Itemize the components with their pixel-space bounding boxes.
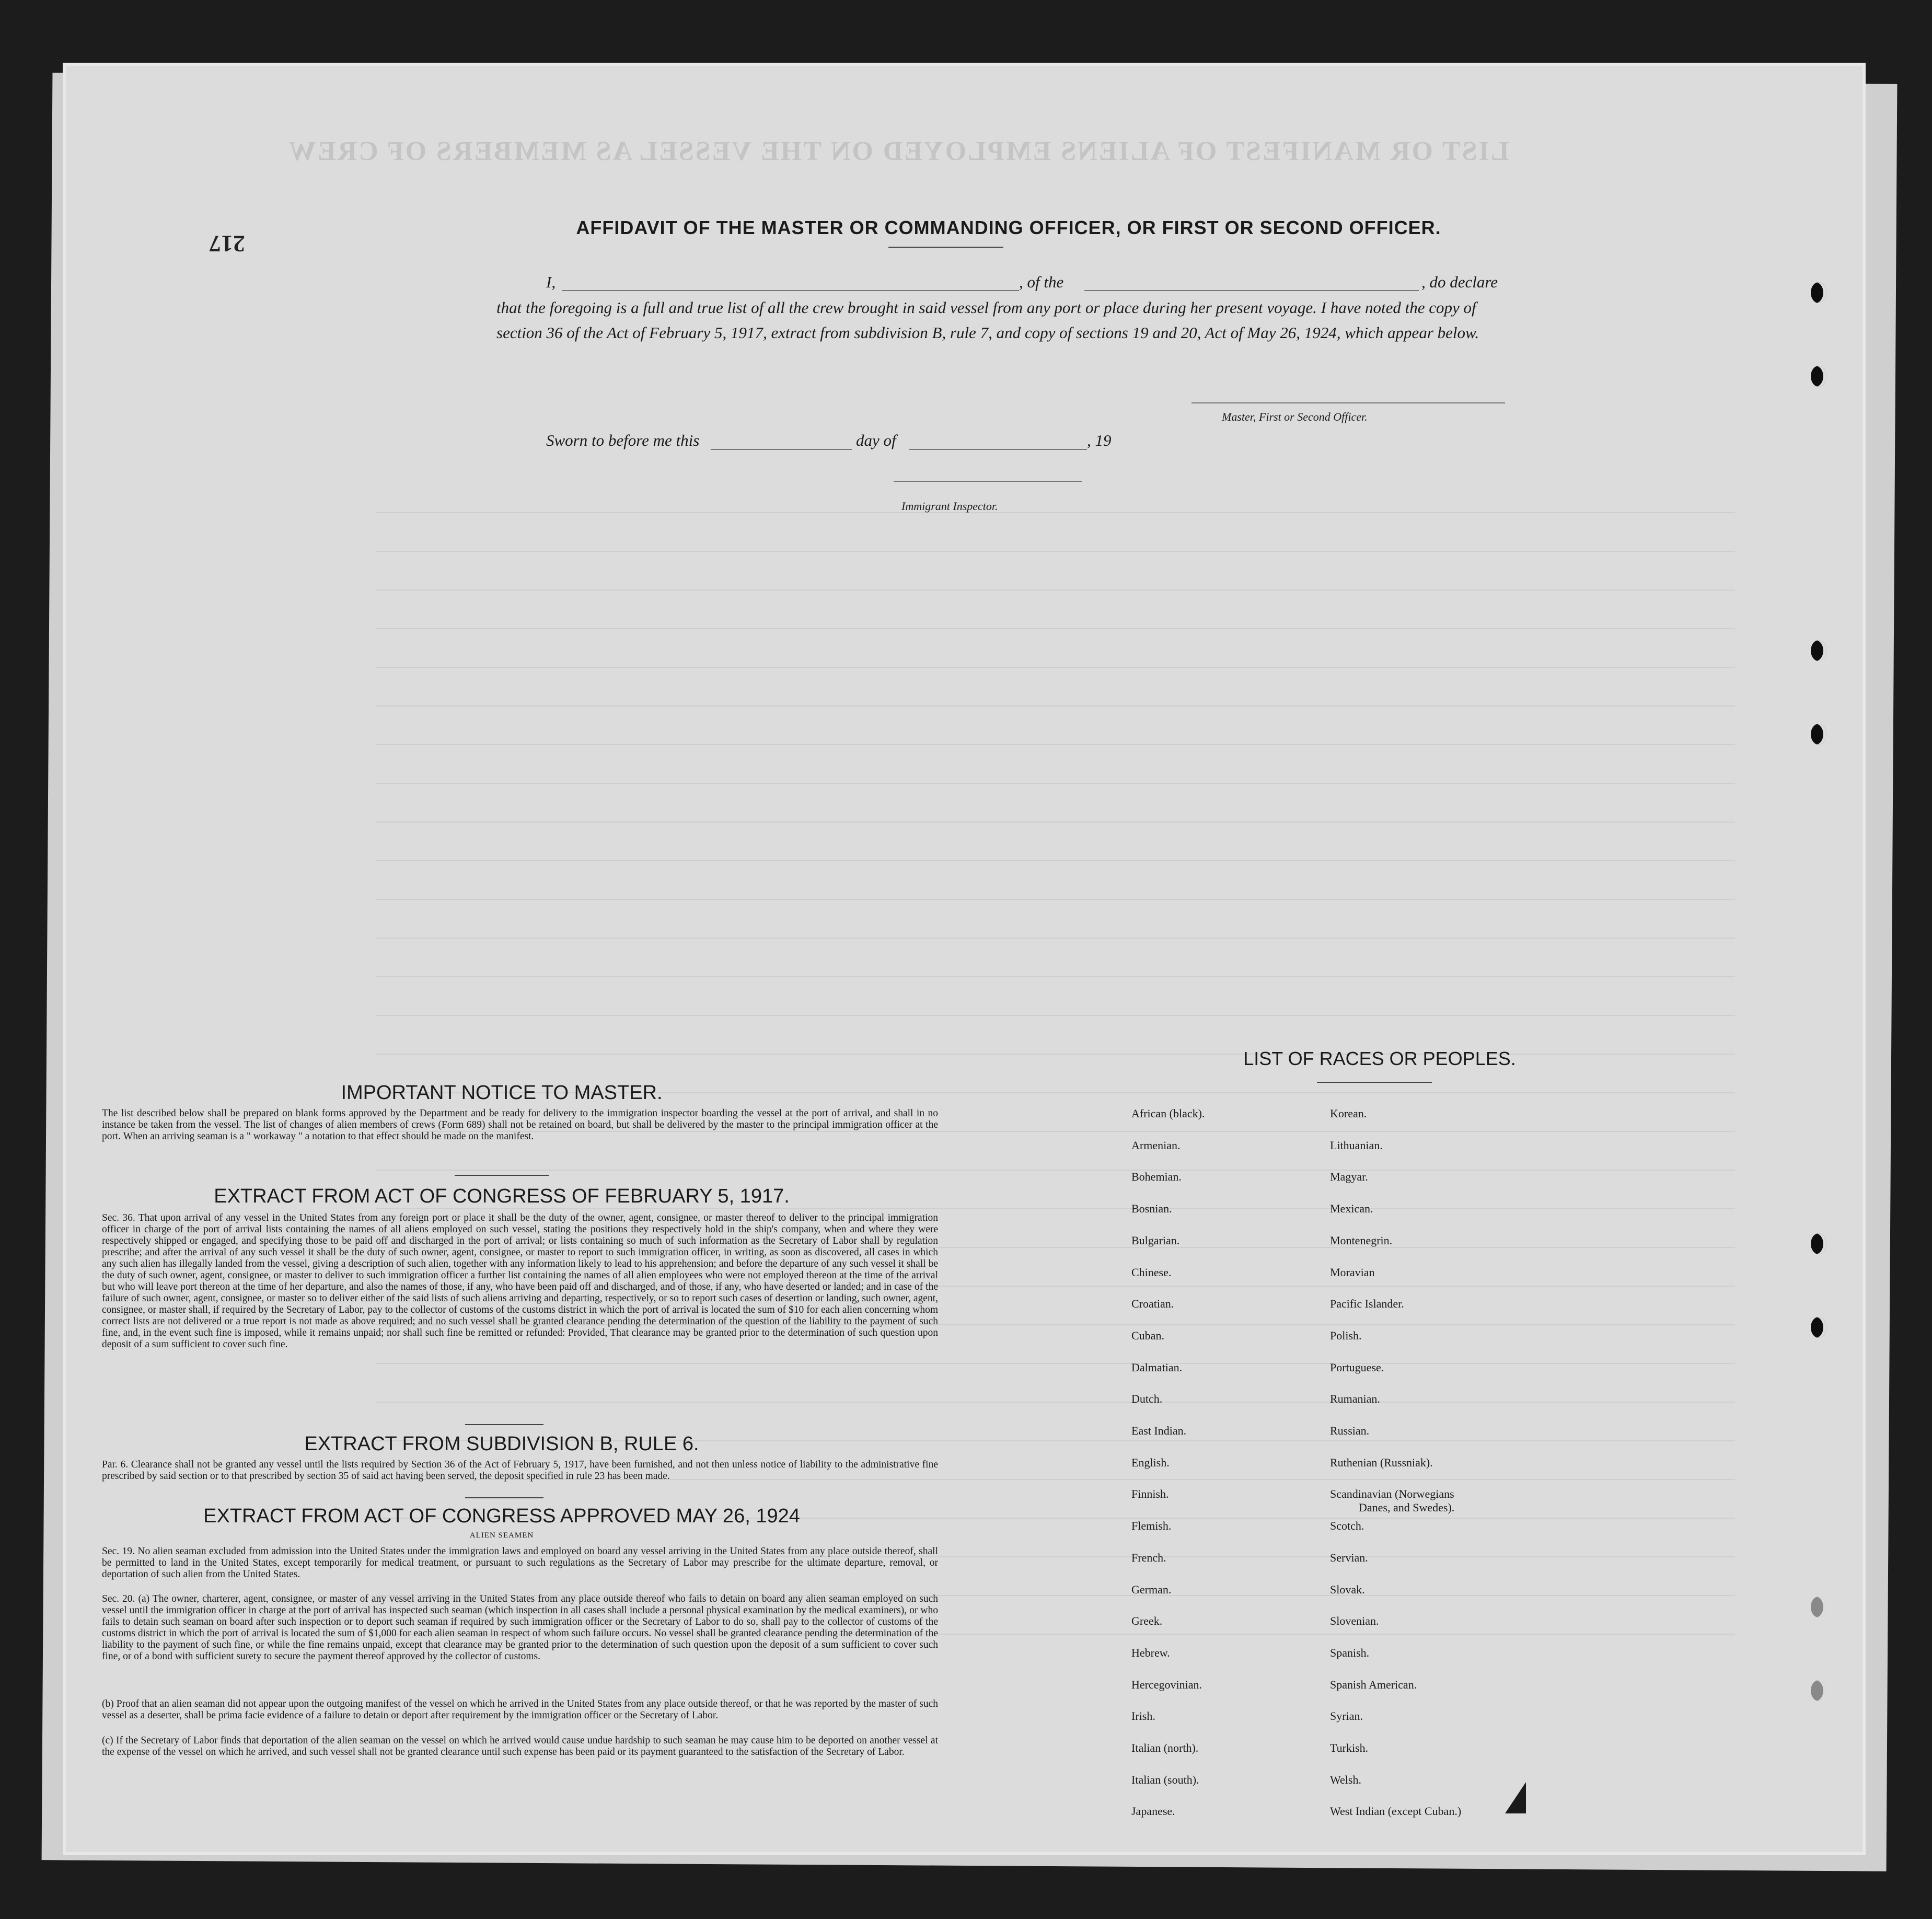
extract-rule-title: EXTRACT FROM SUBDIVISION B, RULE 6. bbox=[304, 1433, 699, 1455]
race-item: Welsh. bbox=[1330, 1773, 1361, 1786]
extract-1924-sec20a: Sec. 20. (a) The owner, charterer, agent, consignee, or master of any vessel arriving in the United States from any place outside thereof who fails to detain on board any alien seaman employed on such vessel until the immigration officer in charge at the port of arrival has inspected such seaman (which inspection in all cases shall include a personal physical examination by the medical examiners), or who fails to detain such seaman on board after such inspection or to deport such seaman if required by such immigration officer or the Secretary of Labor to do so, shall pay to the collector of customs of the customs district in which the port of arrival is located the sum of $1,000 for each alien seaman in respect of whom such failure occurs. No vessel shall be granted clearance pending the determination of the liability to the payment of such fine, or while the fine remains unpaid, except that clearance may be granted prior to the determination of such question upon the deposit of a sum sufficient to cover such fine, or of a bond with sufficient surety to secure the payment thereof approved by the collector of customs. bbox=[102, 1593, 938, 1662]
extract-1917-rule bbox=[465, 1424, 543, 1425]
extract-rule-body: Par. 6. Clearance shall not be granted any vessel until the lists required by Section 36 of the Act of February 5, 1917, have been furnished, and not then unless notice of liability to the administrative fine prescribed by said section or to that prescribed by section 35 of said act having been served, the deposit specified in rule 23 has been made. bbox=[102, 1459, 938, 1482]
name-field[interactable] bbox=[562, 290, 1019, 291]
race-item: Italian (north). bbox=[1131, 1741, 1199, 1754]
punch-hole bbox=[1811, 640, 1826, 661]
bleed-through-row bbox=[376, 1208, 1735, 1209]
extract-rule-rule bbox=[465, 1497, 543, 1498]
race-item: Korean. bbox=[1330, 1107, 1367, 1120]
bleed-through-row bbox=[376, 1170, 1735, 1171]
inspector-signature-line[interactable] bbox=[894, 481, 1082, 482]
race-item: Finnish. bbox=[1131, 1487, 1169, 1501]
race-item: Cuban. bbox=[1131, 1328, 1164, 1342]
document-page bbox=[63, 63, 1866, 1855]
extract-1924-sec20b: (b) Proof that an alien seaman did not appear upon the outgoing manifest of the vessel on which he arrived in the United States from any place outside thereof, or that he was reported by the master of such vessel as a deserter, shall be prima facie evidence of a failure to detain or deport after requirement by the immigration officer or the Secretary of Labor. bbox=[102, 1698, 938, 1721]
race-item: Armenian. bbox=[1131, 1138, 1181, 1152]
race-item: Magyar. bbox=[1330, 1170, 1368, 1184]
race-item: Chinese. bbox=[1131, 1265, 1172, 1279]
bleed-through-row bbox=[376, 899, 1735, 900]
bleed-through-row bbox=[376, 706, 1735, 707]
race-item: Russian. bbox=[1330, 1424, 1370, 1437]
punch-hole bbox=[1811, 724, 1826, 745]
tear-mark bbox=[1505, 1782, 1526, 1813]
race-item: Danes, and Swedes). bbox=[1359, 1501, 1455, 1515]
affidavit-of-the: , of the bbox=[1019, 273, 1064, 291]
bleed-through-row bbox=[376, 860, 1735, 861]
notice-title: IMPORTANT NOTICE TO MASTER. bbox=[341, 1082, 663, 1104]
signature-line[interactable] bbox=[1191, 402, 1505, 403]
race-item: West Indian (except Cuban.) bbox=[1330, 1805, 1462, 1818]
sworn-day-field[interactable] bbox=[711, 449, 852, 450]
race-item: Turkish. bbox=[1330, 1741, 1369, 1754]
race-item: English. bbox=[1131, 1455, 1170, 1469]
bleed-through-row bbox=[376, 783, 1735, 784]
extract-1917-body: Sec. 36. That upon arrival of any vessel in the United States from any foreign port or place it shall be the duty of the owner, agent, consignee, or master thereof to deliver to the principal immigration officer in charge of the port of arrival lists containing the names of all aliens employed on such vessel, stating the positions they respectively hold in the ship's company, when and where they were respectively shipped or engaged, and specifying those to be paid off and discharged in the port of arrival; or lists containing so much of such information as the Secretary of Labor shall by regulation prescribe; and after the arrival of any such vessel it shall be the duty of such owner, agent, consignee, or master to report to such immigration officer, in writing, as soon as discovered, all cases in which any such alien has illegally landed from the vessel, giving a description of such alien, together with any information likely to lead to his apprehension; and before the departure of any such vessel it shall be the duty of such owner, agent, consignee, or master to deliver to such immigration officer a further list containing the names of all alien employees who were not employed thereon at the time of the arrival but who will leave port thereon at the time of her departure, and also the names of those, if any, who have been paid off and discharged, and of those, if any, who have deserted or landed; and in case of the failure of such owner, agent, consignee, or master so to deliver either of the said lists of such aliens arriving and departing, respectively, or so to report such cases of desertion or landing, such owner, agent, consignee, or master shall, if required by the Secretary of Labor, pay to the collector of customs of the customs district in which the port of arrival is located the sum of $10 for each alien concerning whom correct lists are not delivered or a true report is not made as above required; and no such vessel shall be granted clearance pending the determination of the question of the liability to the payment of such fine, and, in the event such fine is imposed, while it remains unpaid; nor shall such fine be remitted or refunded: Provided, That clearance may be granted prior to the determination of such question upon deposit of a sum sufficient to cover such fine. bbox=[102, 1212, 938, 1350]
sworn-month-field[interactable] bbox=[909, 449, 1087, 450]
extract-1924-title: EXTRACT FROM ACT OF CONGRESS APPROVED MAY 26, 1924 bbox=[203, 1505, 800, 1527]
race-item: Pacific Islander. bbox=[1330, 1297, 1404, 1311]
race-item: Slovak. bbox=[1330, 1582, 1365, 1596]
bleed-through-row bbox=[376, 822, 1735, 823]
punch-hole bbox=[1811, 366, 1826, 387]
race-item: Mexican. bbox=[1330, 1202, 1373, 1216]
sworn-line bbox=[483, 431, 1163, 457]
race-item: Scandinavian (Norwegians bbox=[1330, 1487, 1454, 1501]
race-item: Flemish. bbox=[1131, 1519, 1172, 1533]
race-item: Servian. bbox=[1330, 1551, 1368, 1564]
page-mark: 217 bbox=[209, 230, 245, 257]
punch-hole bbox=[1811, 1597, 1826, 1617]
race-item: Bohemian. bbox=[1131, 1170, 1182, 1184]
bleed-through-row bbox=[376, 628, 1735, 629]
affidavit-do-declare: , do declare bbox=[1421, 273, 1498, 291]
bleed-through-row bbox=[376, 1015, 1735, 1016]
notice-rule bbox=[455, 1175, 549, 1176]
bleed-through-row bbox=[376, 589, 1735, 591]
bleed-through-row bbox=[376, 1363, 1735, 1364]
day-of-text: day of bbox=[856, 431, 896, 449]
bleed-through-row bbox=[376, 551, 1735, 552]
race-item: Japanese. bbox=[1131, 1805, 1175, 1818]
race-item: Greek. bbox=[1131, 1614, 1163, 1628]
notice-body: The list described below shall be prepared on blank forms approved by the Department and be ready for delivery to the immigration inspector boarding the vessel at the port of arrival, and shall in no instance be taken from the vessel. The list of changes of alien members of crews (Form 689) shall not be retained on board, but shall be delivered by the master to the principal immigration officer at the port. When an arriving seaman is a " workaway " a notation to that effect should be made on the manifest. bbox=[102, 1108, 938, 1142]
race-item: French. bbox=[1131, 1551, 1166, 1564]
race-item: Spanish American. bbox=[1330, 1678, 1417, 1691]
race-item: Italian (south). bbox=[1131, 1773, 1199, 1786]
race-item: Ruthenian (Russniak). bbox=[1330, 1455, 1433, 1469]
races-title: LIST OF RACES OR PEOPLES. bbox=[1243, 1048, 1516, 1069]
race-item: Scotch. bbox=[1330, 1519, 1364, 1533]
race-item: Spanish. bbox=[1330, 1646, 1370, 1659]
race-item: Irish. bbox=[1131, 1709, 1155, 1723]
bleed-through-row bbox=[376, 744, 1735, 745]
race-item: Lithuanian. bbox=[1330, 1138, 1383, 1152]
race-item: Dalmatian. bbox=[1131, 1360, 1183, 1374]
race-item: Montenegrin. bbox=[1330, 1233, 1393, 1247]
race-item: Hebrew. bbox=[1131, 1646, 1170, 1659]
sworn-text: Sworn to before me this bbox=[546, 431, 700, 449]
punch-hole bbox=[1811, 282, 1826, 303]
affidavit-title: AFFIDAVIT OF THE MASTER OR COMMANDING OFFICER, OR FIRST OR SECOND OFFICER. bbox=[576, 217, 1441, 238]
race-item: Moravian bbox=[1330, 1265, 1375, 1279]
affidavit-body: that the foregoing is a full and true list of all the crew brought in said vessel from any port or place during her present voyage. I have noted the copy of section 36 of the Act of February 5, 1917, extract from subdivision B, rule 7, and copy of sections 19 and 20, Act of May 26, 1924, which appear below. bbox=[496, 298, 1479, 342]
race-item: Croatian. bbox=[1131, 1297, 1174, 1311]
race-item: Syrian. bbox=[1330, 1709, 1363, 1723]
extract-1924-subtitle: ALIEN SEAMEN bbox=[469, 1531, 534, 1540]
punch-hole bbox=[1811, 1317, 1826, 1338]
bleed-through-row bbox=[376, 512, 1735, 513]
bleed-through-row bbox=[376, 667, 1735, 668]
race-item: Hercegovinian. bbox=[1131, 1678, 1202, 1691]
vessel-field[interactable] bbox=[1084, 290, 1419, 291]
bleed-through-row bbox=[376, 976, 1735, 977]
extract-1924-sec20c: (c) If the Secretary of Labor finds that deportation of the alien seaman on the vessel on which he arrived would cause undue hardship to such seaman he may cause him to be deported on another vessel at the expense of the vessel on which he arrived, and such vessel shall not be granted clearance until such expense has been paid or its payment guaranteed to the satisfaction of the Secretary of Labor. bbox=[102, 1735, 938, 1758]
inspector-caption: Immigrant Inspector. bbox=[901, 500, 998, 513]
race-item: Portuguese. bbox=[1330, 1360, 1384, 1374]
races-title-rule bbox=[1317, 1082, 1432, 1083]
race-item: German. bbox=[1131, 1582, 1172, 1596]
extract-1917-title: EXTRACT FROM ACT OF CONGRESS OF FEBRUARY 5, 1917. bbox=[214, 1185, 790, 1207]
race-item: Slovenian. bbox=[1330, 1614, 1379, 1628]
year-prefix: , 19 bbox=[1087, 431, 1112, 449]
race-item: Bosnian. bbox=[1131, 1202, 1172, 1216]
affidavit-i-label: I, bbox=[546, 273, 556, 291]
punch-hole bbox=[1811, 1233, 1826, 1254]
race-item: Dutch. bbox=[1131, 1392, 1163, 1406]
race-item: East Indian. bbox=[1131, 1424, 1187, 1437]
race-item: African (black). bbox=[1131, 1107, 1205, 1120]
affidavit-title-rule bbox=[888, 247, 1003, 248]
punch-hole bbox=[1811, 1680, 1826, 1701]
bleed-through-row bbox=[376, 1402, 1735, 1403]
affidavit-line1 bbox=[483, 218, 1508, 291]
race-item: Polish. bbox=[1330, 1328, 1362, 1342]
extract-1924-sec19: Sec. 19. No alien seaman excluded from admission into the United States under the immigration laws and employed on board any vessel arriving in the United States from any place outside thereof, shall be permitted to land in the United States, except temporarily for medical treatment, or pursuant to such regulations as the Secretary of Labor may prescribe for the ultimate departure, removal, or deportation of such alien from the United States. bbox=[102, 1546, 938, 1580]
bleed-through-row bbox=[376, 938, 1735, 939]
signature-caption: Master, First or Second Officer. bbox=[1222, 410, 1368, 423]
race-item: Bulgarian. bbox=[1131, 1233, 1180, 1247]
bleed-through-header: LIST OR MANIFEST OF ALIENS EMPLOYED ON THE VESSEL AS MEMBERS OF CREW bbox=[287, 136, 1509, 166]
race-item: Rumanian. bbox=[1330, 1392, 1380, 1406]
